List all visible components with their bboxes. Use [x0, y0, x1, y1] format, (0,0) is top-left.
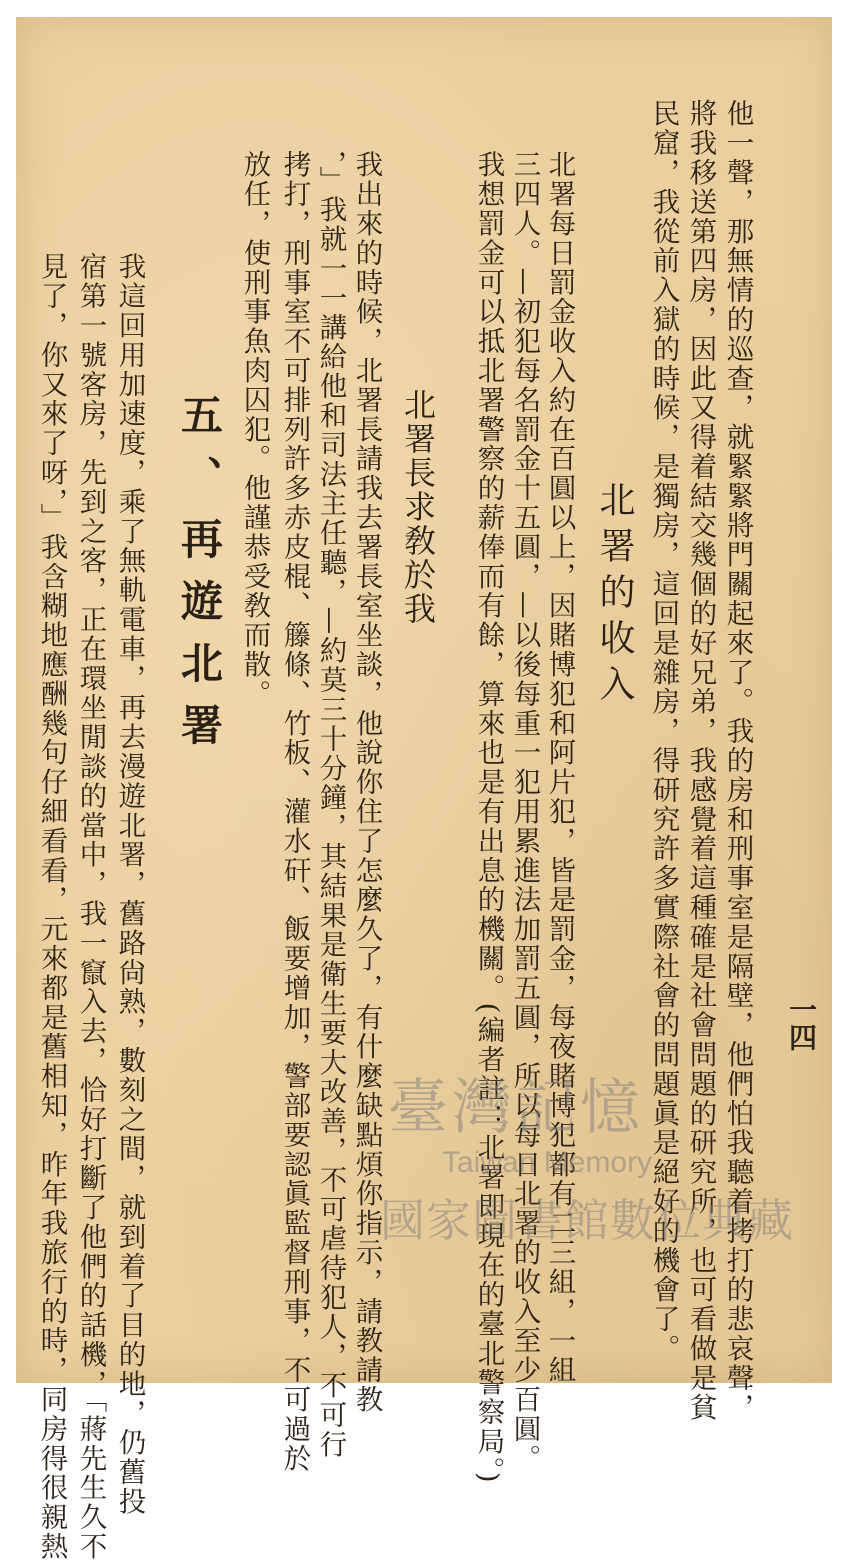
- watermark-chinese: 臺灣記憶: [388, 1073, 644, 1143]
- text-column-11: 我這回用加速度，乘了無軌電車，再去漫遊北署，舊路尙熟，數刻之間，就到着了目的地，仍舊投: [113, 252, 146, 1517]
- watermark-library: 國家圖書館數位典藏: [380, 1194, 795, 1247]
- text-column-6: 我想罰金可以抵北署警察的薪俸而有餘，算來也是有出息的機關。(編者註：北署即現在的臺北警察局。): [472, 150, 505, 1485]
- watermark-english: Taiwan Memory: [442, 1146, 653, 1179]
- text-column-8: ，」我就一一講給他和司法主任聽，—約莫三十分鐘，其結果是衛生要大改善，不可虐待犯人，不可行: [314, 150, 347, 1460]
- text-column-1: 他一聲，那無情的巡查，就緊緊將門關起來了。我的房和刑事室是隔壁，他們怕我聽着拷打的悲哀聲，: [721, 99, 754, 1422]
- text-column-13: 見了，你又來了呀，」我含糊地應酬幾句仔細看看，元來都是舊相知，昨年我旅行的時，同房得很親熱: [35, 252, 68, 1561]
- text-column-10: 放任，使刑事魚肉囚犯。他謹恭受敎而散。: [238, 150, 271, 709]
- text-column-2: 將我移送第四房，因此又得着結交幾個的好兄弟，我感覺着這種確是社會問題的研究所，也可看做是貧: [684, 99, 717, 1422]
- text-column-7: 我出來的時候，北署長請我去署長室坐談，他說你住了怎麼久了，有什麼缺點煩你指示，請教請教: [350, 150, 383, 1415]
- text-column-9: 拷打，刑事室不可排列許多赤皮棍、籐條、竹板、灌水矸、飯要增加，警部要認眞監督刑事，不可過於: [278, 150, 311, 1473]
- text-column-4: 北署每日罰金收入約在百圓以上，因賭博犯和阿片犯，皆是罰金，每夜賭博犯都有二三組，一組: [543, 150, 576, 1385]
- chapter-title: 五、再遊北署: [175, 393, 224, 765]
- section-heading-chief: 北署長求敎於我: [399, 388, 437, 626]
- text-column-12: 宿第一號客房，先到之客，正在環坐閒談的當中，我一竄入去，恰好打斷了他們的話機，「蔣先生久不: [74, 252, 107, 1561]
- text-column-3: 民窟，我從前入獄的時候，是獨房，這回是雜房，得研究許多實際社會的問題眞是絕好的機會了。: [647, 99, 680, 1364]
- text-column-5: 三四人。—初犯每名罰金十五圓，—以後每重一犯用累進法加罰五圓，所以每日北署的收入至少百圓。: [508, 150, 541, 1473]
- page-number: 一四: [785, 995, 818, 1051]
- section-heading-income: 北署的收入: [594, 481, 635, 711]
